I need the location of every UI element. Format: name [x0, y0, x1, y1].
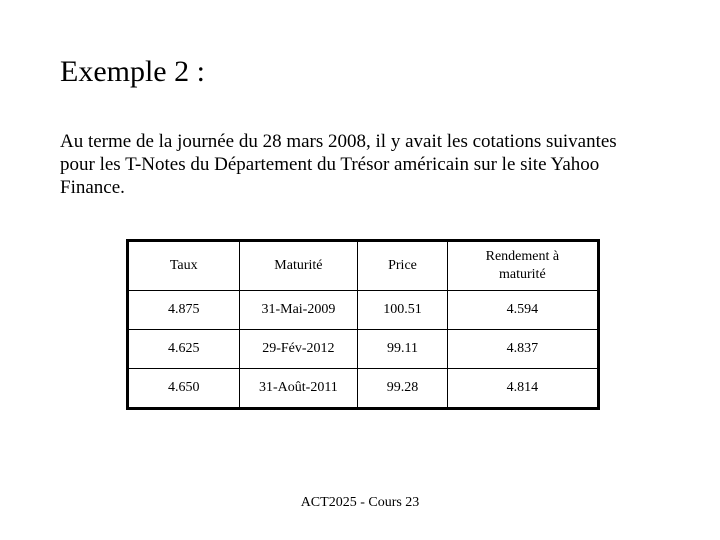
table-cell: 100.51: [358, 291, 447, 330]
table-cell: 4.625: [128, 330, 240, 369]
table-row: [128, 330, 599, 369]
footer-text: ACT2025 - Cours 23: [300, 495, 420, 510]
paragraph-line: Finance.: [60, 177, 125, 198]
header-cell-rendement-line2: maturité: [499, 267, 546, 282]
table-row: [128, 369, 599, 409]
slide-title: Exemple 2 :: [60, 55, 205, 88]
intro-paragraph: [60, 130, 680, 199]
header-cell-maturite: Maturité: [239, 241, 358, 291]
table-header-row: [128, 241, 599, 291]
t-notes-quotes-table: [126, 239, 600, 410]
header-cell-taux: Taux: [128, 241, 240, 291]
header-cell-price: Price: [358, 241, 447, 291]
table-cell: 99.11: [358, 330, 447, 369]
header-cell-rendement-line1: Rendement à: [485, 249, 560, 264]
table-cell: 4.814: [447, 369, 598, 409]
table-cell: 31-Août-2011: [239, 369, 358, 409]
slide-footer: [0, 495, 720, 511]
table-cell: 4.875: [128, 291, 240, 330]
table-row: [128, 291, 599, 330]
table-cell: 4.837: [447, 330, 598, 369]
paragraph-line: pour les T-Notes du Département du Trésor américain sur le site Yahoo: [60, 154, 600, 175]
table-cell: 99.28: [358, 369, 447, 409]
paragraph-line: Au terme de la journée du 28 mars 2008, il y avait les cotations suivantes: [60, 131, 617, 152]
table-cell: 29-Fév-2012: [239, 330, 358, 369]
table-cell: 4.650: [128, 369, 240, 409]
header-cell-rendement: [447, 241, 598, 291]
table-cell: 31-Mai-2009: [239, 291, 358, 330]
table-cell: 4.594: [447, 291, 598, 330]
